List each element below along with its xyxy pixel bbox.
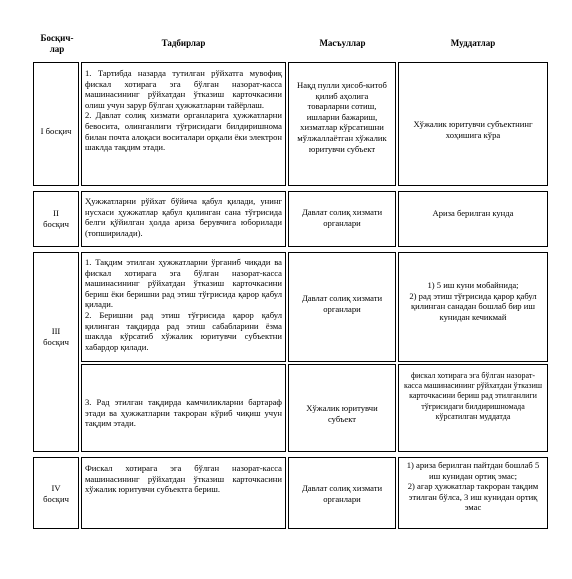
row4-responsible: Давлат солиқ хизмати органлари [301, 483, 383, 504]
row2-deadline-cell [398, 191, 548, 247]
header-measures: Тадбирлар [161, 38, 206, 48]
row3-stage-cell [33, 252, 79, 452]
row4-measures: Фискал хотирага эга бўлган назорат-касса машинасининг рўйхатдан ўтказиш карточкасини хўжалик юритувчи субъектга бериш. [85, 463, 282, 495]
row2-stage: II босқич [43, 208, 69, 229]
row3-responsible-b: Хўжалик юритувчи субъект [306, 403, 378, 424]
row4-stage: IV босқич [43, 483, 69, 504]
row3-measures-b: 3. Рад этилган тақдирда камчиликларни бартараф этади ва ҳужжатларни такроран кўриб чиқиш учун тақдим этади. [85, 397, 282, 429]
row1-stage-cell [33, 62, 79, 186]
row2-responsible: Давлат солиқ хизмати органлари [301, 207, 383, 228]
header-deadlines: Муддатлар [450, 38, 496, 48]
header-stage: Босқич- лар [40, 33, 74, 54]
row1-responsible: Нақд пулли ҳисоб-китоб қилиб аҳолига товарларни сотиш, ишларни бажариш, хизматлар кўрсатишни мўлжаллаётган хўжалик юритувчи субъект [297, 80, 387, 154]
row3-responsible-a: Давлат солиқ хизмати органлари [301, 293, 383, 314]
row1-measures: 1. Тартибда назарда тутилган рўйхатга мувофиқ фискал хотирага эга бўлган назорат-касса машинасининг рўйхатдан ўтказиш карточкасини олиш учун зарур бўлган ҳужжатларни тайёрлаш. 2. Давлат солиқ хизмати органларига ҳужжатларни бевосита, олинганлиги тўғрисидаги билдиришнома билан почта алоқаси воситалари орқали ёки электрон шаклда тақдим этади. [85, 68, 282, 153]
row3-deadline-a: 1) 5 иш куни мобайнида; 2) рад этиш тўғрисида қарор қабул қилинган санадан бошлаб бир иш кунидан кечикмай [409, 280, 537, 322]
row3-stage: III босқич [43, 326, 69, 347]
row1-deadline: Хўжалик юритувчи субъектнинг хоҳишига кўра [413, 119, 533, 140]
header-responsible: Масъуллар [319, 38, 366, 48]
row3-deadline-b: фискал хотирага эга бўлган назорат-касса машинасининг рўйхатдан ўтказиш карточкасини бериш рад этилганлиги тўғрисидаги билдиришномада кўрсатилган муддатда [403, 371, 543, 421]
row4-deadline: 1) ариза берилган пайтдан бошлаб 5 иш кунидан ортиқ эмас; 2) агар ҳужжатлар такроран тақдим этилган бўлса, 3 иш кунидан ортиқ эмас [406, 460, 540, 513]
row1-stage: I босқич [40, 126, 72, 136]
row2-deadline: Ариза берилган кунда [432, 208, 514, 218]
row3-measures-a: 1. Тақдим этилган ҳужжатларни ўрганиб чиқади ва фискал хотирага эга бўлган назорат-касса машинасининг рўйхатдан ўтказиш карточкасини бериш ёки беришни рад этиш тўғрисида қарор қабул қилади. 2. Беришни рад этиш тўғрисида қарор қабул қилинган тақдирда рад этиш сабабларини ёзма шаклда кўрсатиб хўжалик юритувчи субъектни хабардор қилади. [85, 257, 282, 352]
row2-measures: Ҳужжатларни рўйхат бўйича қабул қилади, унинг нусхаси ҳужжатлар қабул қилинган сана тўғрисида белги қўйилган ҳолда ариза берувчига юборилади (топширилади). [85, 196, 282, 238]
